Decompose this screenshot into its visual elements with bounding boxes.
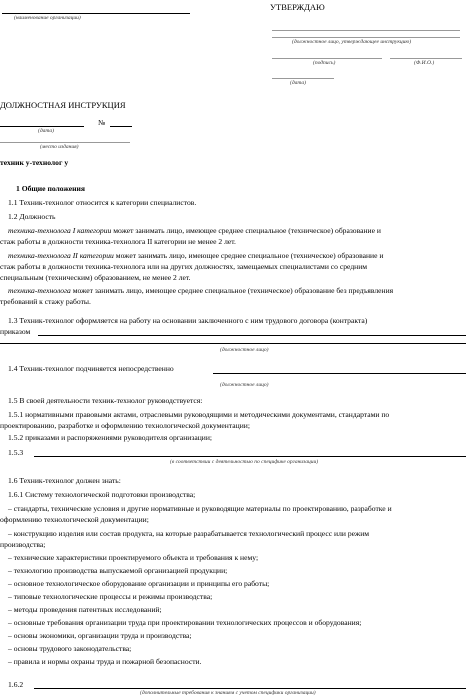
cat1-line-2: стаж работы в должности техника-технолога II категории не менее 2 лет.	[0, 237, 236, 246]
list-item: – технологию производства выпускаемой организацией продукции;	[8, 566, 228, 575]
document-title: ДОЛЖНОСТНАЯ ИНСТРУКЦИЯ	[0, 100, 126, 110]
cat2-line-2: стаж работы в должности техника-технолога или на других должностях, замещаемых специалистами со средним	[0, 262, 368, 271]
number-mark: №	[98, 118, 106, 127]
p1-1: 1.1 Техник-технолог относится к категории специалистов.	[8, 198, 197, 207]
cat3-lead: техника-технолога	[8, 286, 71, 295]
p1-6: 1.6 Техник-технолог должен знать:	[8, 476, 121, 485]
p1-5-3-hint: (в соответствии с деятельностью по специфике организации)	[170, 459, 319, 465]
organization-hint: (наименование организации)	[14, 15, 81, 21]
cat2-line-3: специальным (техническим) образованием, не менее 2 лет.	[0, 273, 191, 282]
p1-3-field-line	[38, 335, 466, 336]
signature-hint: (подпись)	[313, 60, 336, 66]
p1-6-1: 1.6.1 Систему технологической подготовки производства;	[8, 490, 196, 499]
p1-6-2-hint: (дополнительные требования к знаниям с учетом специфики организации)	[140, 690, 316, 696]
cat3-line-1	[8, 286, 393, 295]
cat1-rest: может занимать лицо, имеющее среднее специальное (техническое) образование и	[111, 226, 381, 235]
section-heading: 1 Общие положения	[16, 184, 86, 193]
signature-line	[272, 58, 382, 59]
cat2-lead: техника-технолога II категории	[8, 251, 114, 260]
p1-3-line-2: приказом	[0, 327, 31, 336]
approver-position-line-1	[272, 30, 460, 31]
fio-hint: (Ф.И.О.)	[414, 60, 435, 66]
p1-5-2: 1.5.2 приказами и распоряжениями руководителя организации;	[8, 433, 213, 442]
cat1-line-1	[8, 226, 381, 235]
p1-5-3-field-line	[34, 456, 466, 457]
doc-number-line	[110, 126, 132, 127]
approval-date-line	[272, 78, 334, 79]
cat3-rest: может занимать лицо, имеющее среднее специальное (техническое) образование без предъявления	[70, 286, 394, 295]
approver-position-hint: (должностное лицо, утверждающее инструкцию)	[292, 39, 412, 45]
list-item: – технические характеристики проектируемого объекта и требования к нему;	[8, 553, 259, 562]
cat1-lead: техника-технолога I категории	[8, 226, 112, 235]
list-item: – конструкцию изделия или состав продукта, на которые разрабатывается технологический процесс или режим	[8, 529, 370, 538]
p1-6-2: 1.6.2	[8, 680, 24, 689]
official-hint-1: (должностное лицо)	[220, 347, 269, 353]
list-item: – методы проведения патентных исследований;	[8, 605, 162, 614]
list-item: – основное технологическое оборудование организации и принципы его работы;	[8, 579, 270, 588]
cat2-line-1	[8, 251, 383, 260]
list-item: – основы трудового законодательства;	[8, 644, 132, 653]
p1-4-field-line	[213, 373, 466, 374]
p1-3-field-line-2	[0, 343, 466, 344]
place-line	[0, 142, 130, 143]
doc-date-line	[0, 126, 84, 127]
p1-5-3: 1.5.3	[8, 448, 24, 457]
approve-title: УТВЕРЖДАЮ	[270, 2, 325, 12]
fio-line	[390, 58, 462, 59]
place-hint: (место издания)	[40, 144, 79, 150]
list-item: производства;	[0, 540, 46, 549]
organization-line	[2, 13, 190, 14]
position-title: техник у-технолог у	[0, 158, 69, 167]
list-item: – типовые технологические процессы и режимы производства;	[8, 592, 213, 601]
cat3-line-2: требований к стажу работы.	[0, 297, 91, 306]
official-hint-2: (должностное лицо)	[220, 382, 269, 388]
approval-date-hint: (дата)	[290, 80, 306, 86]
p1-5-1-line-2: проектированию, разработке и оформлению технологической документации;	[0, 421, 250, 430]
approver-position-line-2	[272, 37, 460, 38]
list-item: оформлению технологической документации;	[0, 515, 149, 524]
list-item: – основы экономики, организации труда и производства;	[8, 631, 192, 640]
p1-3-line-1: 1.3 Техник-технолог оформляется на работу на основании заключенного с ним трудового договора (контракта)	[8, 316, 368, 325]
doc-date-hint: (дата)	[38, 128, 54, 134]
p1-4: 1.4 Техник-технолог подчиняется непосредственно	[8, 364, 174, 373]
p1-5: 1.5 В своей деятельности техник-технолог руководствуется:	[8, 396, 203, 405]
p1-2: 1.2 Должность	[8, 212, 56, 221]
list-item: – правила и нормы охраны труда и пожарной безопасности.	[8, 657, 202, 666]
list-item: – основные требования организации труда при проектировании технологических процессов и оборудования;	[8, 618, 362, 627]
p1-6-2-field-line	[34, 688, 466, 689]
list-item: – стандарты, технические условия и другие нормативные и руководящие материалы по проектированию, разработке и	[8, 504, 392, 513]
cat2-rest: может занимать лицо, имеющее среднее специальное (техническое) образование и	[113, 251, 384, 260]
p1-5-1-line-1: 1.5.1 нормативными правовыми актами, отраслевыми руководящими и методическими документами, стандартами по	[8, 410, 390, 419]
